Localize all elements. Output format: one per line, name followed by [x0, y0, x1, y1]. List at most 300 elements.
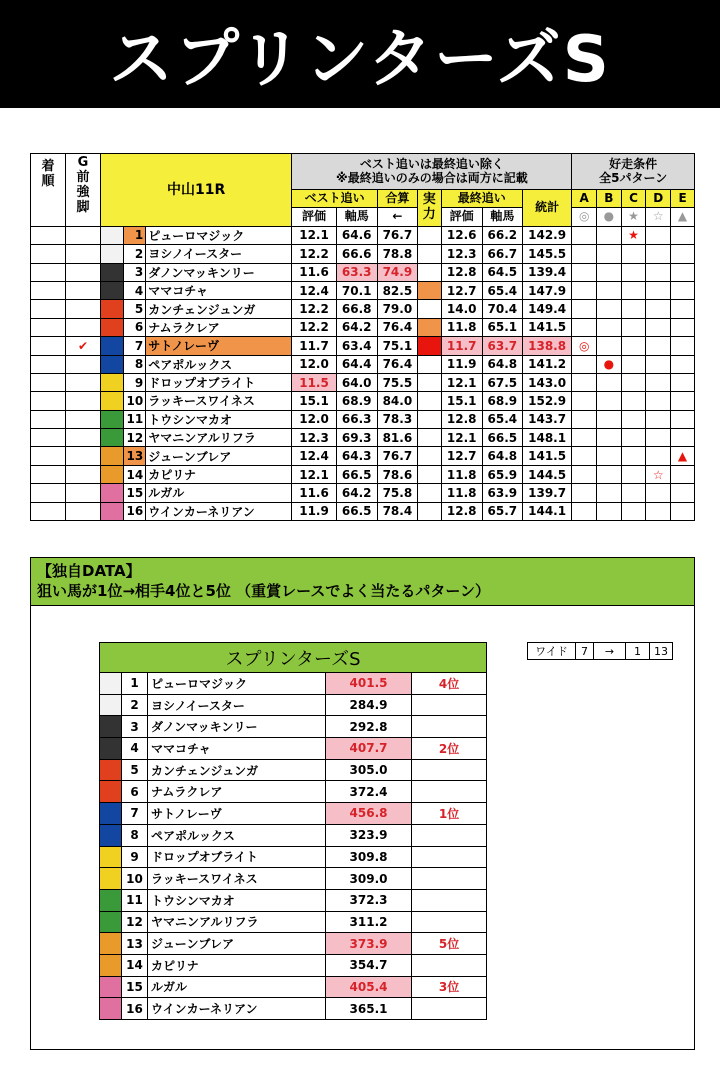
- value-st: 145.5: [522, 245, 571, 263]
- header-arrow: ←: [377, 208, 417, 226]
- pattern-d-cell: [646, 484, 671, 502]
- value-s1: 11.7: [441, 337, 482, 355]
- horse-number: 11: [123, 410, 146, 428]
- score-value: 407.7: [326, 738, 412, 760]
- value-b1: 12.2: [292, 300, 336, 318]
- horse-name: ダノンマッキンリー: [146, 263, 292, 281]
- horse-name: ペアポルックス: [148, 824, 326, 846]
- value-b2: 66.3: [336, 410, 377, 428]
- jitsuryoku-cell: [417, 429, 441, 447]
- finish-cell: [31, 392, 66, 410]
- horse-number: 5: [122, 759, 148, 781]
- frame-color-cell: [100, 318, 123, 336]
- value-s1: 12.1: [441, 429, 482, 447]
- score-value: 372.3: [326, 889, 412, 911]
- frame-color-cell: [100, 392, 123, 410]
- jitsuryoku-cell: [417, 465, 441, 483]
- horse-number: 7: [123, 337, 146, 355]
- horse-number: 3: [122, 716, 148, 738]
- pattern-c-cell: [621, 392, 646, 410]
- pattern-d-cell: [646, 373, 671, 391]
- horse-number: 6: [122, 781, 148, 803]
- pattern-b-cell: [597, 337, 622, 355]
- value-b2: 64.3: [336, 447, 377, 465]
- horse-row: [31, 355, 695, 373]
- rank-label: 2位: [412, 738, 487, 760]
- horse-name: ママコチャ: [148, 738, 326, 760]
- pattern-a-cell: [572, 410, 597, 428]
- header-gosan: 合算: [377, 190, 417, 208]
- horse-number: 12: [123, 429, 146, 447]
- horse-name: カンチェンジュンガ: [146, 300, 292, 318]
- frame-color-cell: [100, 781, 122, 803]
- pattern-c-cell: [621, 465, 646, 483]
- pattern-d-cell: [646, 502, 671, 520]
- pattern-b-cell: [597, 447, 622, 465]
- pattern-e-cell: [671, 484, 695, 502]
- value-b2: 70.1: [336, 281, 377, 299]
- frame-color-cell: [100, 226, 123, 244]
- horse-number: 8: [122, 824, 148, 846]
- finish-cell: [31, 300, 66, 318]
- frame-color-cell: [100, 933, 122, 955]
- jitsuryoku-cell: [417, 281, 441, 299]
- frame-color-cell: [100, 484, 123, 502]
- value-s2: 66.7: [482, 245, 522, 263]
- main-table: [30, 153, 695, 521]
- score-row: [100, 889, 487, 911]
- value-b2: 64.0: [336, 373, 377, 391]
- horse-row: [31, 373, 695, 391]
- icon-double-circle: ◎: [572, 208, 597, 226]
- pattern-c-cell: [621, 447, 646, 465]
- horse-name: カンチェンジュンガ: [148, 759, 326, 781]
- value-s1: 12.8: [441, 263, 482, 281]
- horse-name: ナムラクレア: [146, 318, 292, 336]
- value-s2: 66.2: [482, 226, 522, 244]
- pattern-e-cell: [671, 429, 695, 447]
- value-b1: 12.4: [292, 447, 336, 465]
- frame-color-cell: [100, 502, 123, 520]
- g-zenkyo-cell: [65, 502, 100, 520]
- jitsuryoku-cell: [417, 226, 441, 244]
- pattern-a-cell: [572, 355, 597, 373]
- value-g: 78.6: [377, 465, 417, 483]
- value-b1: 12.3: [292, 429, 336, 447]
- pattern-b-cell: [597, 429, 622, 447]
- value-s1: 11.8: [441, 318, 482, 336]
- finish-cell: [31, 502, 66, 520]
- pattern-d-cell: [646, 263, 671, 281]
- frame-color-cell: [100, 694, 122, 716]
- value-g: 74.9: [377, 263, 417, 281]
- pattern-e-cell: [671, 318, 695, 336]
- horse-number: 4: [122, 738, 148, 760]
- pattern-a-cell: [572, 447, 597, 465]
- pattern-b: B: [597, 190, 622, 208]
- horse-name: ラッキースワイネス: [146, 392, 292, 410]
- g-zenkyo-cell: [65, 281, 100, 299]
- value-s2: 64.5: [482, 263, 522, 281]
- value-b1: 12.1: [292, 226, 336, 244]
- jitsuryoku-cell: [417, 447, 441, 465]
- pattern-e-cell: [671, 300, 695, 318]
- value-b1: 12.2: [292, 245, 336, 263]
- value-b1: 12.0: [292, 355, 336, 373]
- finish-cell: [31, 465, 66, 483]
- best-note: ベスト追いは最終追い除く ※最終追いのみの場合は両方に記載: [292, 154, 572, 190]
- pattern-d-cell: [646, 318, 671, 336]
- value-s1: 11.8: [441, 465, 482, 483]
- score-row: [100, 716, 487, 738]
- horse-row: [31, 281, 695, 299]
- finish-cell: [31, 281, 66, 299]
- wide-partner-2: 13: [650, 643, 673, 660]
- value-g: 84.0: [377, 392, 417, 410]
- pattern-a-cell: [572, 392, 597, 410]
- icon-triangle: ▲: [671, 208, 695, 226]
- value-b2: 64.4: [336, 355, 377, 373]
- value-g: 76.7: [377, 226, 417, 244]
- pattern-a-cell: [572, 318, 597, 336]
- horse-name: ドロップオブライト: [148, 846, 326, 868]
- score-row: [100, 954, 487, 976]
- value-g: 78.3: [377, 410, 417, 428]
- value-s2: 65.4: [482, 281, 522, 299]
- horse-row: [31, 226, 695, 244]
- value-g: 79.0: [377, 300, 417, 318]
- score-value: 311.2: [326, 911, 412, 933]
- horse-row: [31, 263, 695, 281]
- value-g: 75.8: [377, 484, 417, 502]
- horse-name: ウインカーネリアン: [146, 502, 292, 520]
- pattern-b-cell: [597, 410, 622, 428]
- horse-name: ピューロマジック: [146, 226, 292, 244]
- horse-number: 5: [123, 300, 146, 318]
- value-g: 75.5: [377, 373, 417, 391]
- title-banner: [0, 0, 720, 108]
- pattern-d-cell: [646, 355, 671, 373]
- horse-number: 1: [123, 226, 146, 244]
- horse-name: ヨシノイースター: [146, 245, 292, 263]
- race-name: 中山11R: [100, 154, 291, 227]
- value-s2: 63.7: [482, 337, 522, 355]
- horse-number: 7: [122, 803, 148, 825]
- value-st: 139.7: [522, 484, 571, 502]
- value-b1: 11.9: [292, 502, 336, 520]
- score-value: 401.5: [326, 673, 412, 695]
- horse-name: カピリナ: [146, 465, 292, 483]
- value-g: 76.4: [377, 355, 417, 373]
- horse-row: [31, 447, 695, 465]
- horse-name: ママコチャ: [146, 281, 292, 299]
- pattern-a-cell: ◎: [572, 337, 597, 355]
- score-row: [100, 846, 487, 868]
- jitsuryoku-cell: [417, 337, 441, 355]
- wide-bet-box: [527, 642, 673, 660]
- horse-row: [31, 300, 695, 318]
- score-row: [100, 976, 487, 998]
- pattern-d-cell: [646, 410, 671, 428]
- horse-number: 2: [123, 245, 146, 263]
- score-value: 284.9: [326, 694, 412, 716]
- value-s1: 12.6: [441, 226, 482, 244]
- horse-number: 14: [122, 954, 148, 976]
- rank-label: [412, 824, 487, 846]
- frame-color-cell: [100, 447, 123, 465]
- rank-label: 5位: [412, 933, 487, 955]
- score-row: [100, 738, 487, 760]
- pattern-b-cell: [597, 300, 622, 318]
- g-zenkyo-cell: [65, 318, 100, 336]
- frame-color-cell: [100, 429, 123, 447]
- pattern-c-cell: [621, 318, 646, 336]
- value-b1: 11.6: [292, 263, 336, 281]
- header-tokei: 統計: [522, 190, 571, 227]
- frame-color-cell: [100, 954, 122, 976]
- value-st: 141.2: [522, 355, 571, 373]
- value-st: 148.1: [522, 429, 571, 447]
- horse-number: 6: [123, 318, 146, 336]
- pattern-b-cell: ●: [597, 355, 622, 373]
- horse-name: ウインカーネリアン: [148, 998, 326, 1020]
- value-s2: 64.8: [482, 447, 522, 465]
- pattern-c-cell: [621, 263, 646, 281]
- rank-label: [412, 694, 487, 716]
- pattern-d-cell: [646, 447, 671, 465]
- pattern-b-cell: [597, 318, 622, 336]
- value-s1: 12.1: [441, 373, 482, 391]
- g-zenkyo-cell: [65, 263, 100, 281]
- pattern-d-cell: [646, 245, 671, 263]
- pattern-a-cell: [572, 245, 597, 263]
- frame-color-cell: [100, 245, 123, 263]
- value-b1: 11.6: [292, 484, 336, 502]
- finish-cell: [31, 429, 66, 447]
- finish-cell: [31, 337, 66, 355]
- frame-color-cell: [100, 373, 123, 391]
- pattern-e-cell: [671, 502, 695, 520]
- horse-name: ヤマニンアルリフラ: [148, 911, 326, 933]
- value-s2: 66.5: [482, 429, 522, 447]
- jitsuryoku-cell: [417, 300, 441, 318]
- horse-name: ジューンブレア: [146, 447, 292, 465]
- value-g: 75.1: [377, 337, 417, 355]
- value-s1: 12.8: [441, 410, 482, 428]
- value-st: 139.4: [522, 263, 571, 281]
- frame-color-cell: [100, 911, 122, 933]
- pattern-b-cell: [597, 281, 622, 299]
- jitsuryoku-cell: [417, 373, 441, 391]
- value-s1: 12.7: [441, 447, 482, 465]
- horse-name: ルガル: [146, 484, 292, 502]
- horse-name: サトノレーヴ: [146, 337, 292, 355]
- pattern-d-cell: [646, 300, 671, 318]
- header-jikuba: 軸馬: [336, 208, 377, 226]
- pattern-d-cell: ☆: [646, 465, 671, 483]
- score-row: [100, 998, 487, 1020]
- pattern-c-cell: [621, 281, 646, 299]
- value-s2: 67.5: [482, 373, 522, 391]
- wide-partner-1: 1: [626, 643, 650, 660]
- horse-name: ペアポルックス: [146, 355, 292, 373]
- horse-name: トウシンマカオ: [146, 410, 292, 428]
- pattern-d-cell: [646, 226, 671, 244]
- g-zenkyo-cell: [65, 373, 100, 391]
- frame-color-cell: [100, 976, 122, 998]
- horse-name: ドロップオブライト: [146, 373, 292, 391]
- page-title: スプリンターズS: [109, 23, 611, 97]
- rank-label: [412, 759, 487, 781]
- pattern-a-cell: [572, 502, 597, 520]
- pattern-d-cell: [646, 281, 671, 299]
- pattern-a-cell: [572, 226, 597, 244]
- rank-label: [412, 846, 487, 868]
- pattern-d: D: [646, 190, 671, 208]
- value-st: 143.0: [522, 373, 571, 391]
- value-b2: 66.5: [336, 502, 377, 520]
- frame-color-cell: [100, 337, 123, 355]
- score-value: 305.0: [326, 759, 412, 781]
- pattern-e-cell: [671, 392, 695, 410]
- jitsuryoku-cell: [417, 410, 441, 428]
- original-data-header: [31, 558, 694, 606]
- horse-name: ルガル: [148, 976, 326, 998]
- horse-number: 3: [123, 263, 146, 281]
- score-table: [99, 642, 487, 1020]
- rank-label: [412, 716, 487, 738]
- score-row: [100, 673, 487, 695]
- value-b2: 63.3: [336, 263, 377, 281]
- jitsuryoku-cell: [417, 502, 441, 520]
- horse-number: 16: [123, 502, 146, 520]
- horse-row: [31, 502, 695, 520]
- frame-color-cell: [100, 281, 123, 299]
- finish-cell: [31, 355, 66, 373]
- value-st: 141.5: [522, 447, 571, 465]
- g-zenkyo-cell: [65, 300, 100, 318]
- header-chakujun: 着 順: [31, 154, 66, 227]
- score-row: [100, 911, 487, 933]
- jitsuryoku-cell: [417, 318, 441, 336]
- value-g: 78.8: [377, 245, 417, 263]
- value-b2: 64.2: [336, 318, 377, 336]
- jitsuryoku-cell: [417, 355, 441, 373]
- value-s1: 12.3: [441, 245, 482, 263]
- finish-cell: [31, 318, 66, 336]
- value-s2: 70.4: [482, 300, 522, 318]
- header-hyoka-2: 評価: [441, 208, 482, 226]
- score-value: 292.8: [326, 716, 412, 738]
- pattern-a-cell: [572, 373, 597, 391]
- g-zenkyo-cell: ✔: [65, 337, 100, 355]
- rank-label: [412, 868, 487, 890]
- horse-number: 11: [122, 889, 148, 911]
- score-value: 323.9: [326, 824, 412, 846]
- value-b2: 68.9: [336, 392, 377, 410]
- pattern-d-cell: [646, 429, 671, 447]
- icon-filled-star: ★: [621, 208, 646, 226]
- frame-color-cell: [100, 465, 123, 483]
- value-b2: 66.6: [336, 245, 377, 263]
- score-value: 456.8: [326, 803, 412, 825]
- pattern-e-cell: [671, 263, 695, 281]
- horse-row: [31, 337, 695, 355]
- g-zenkyo-cell: [65, 392, 100, 410]
- rank-label: [412, 889, 487, 911]
- horse-row: [31, 429, 695, 447]
- wide-main: 7: [576, 643, 594, 660]
- score-value: 309.0: [326, 868, 412, 890]
- pattern-c: C: [621, 190, 646, 208]
- value-s2: 68.9: [482, 392, 522, 410]
- value-b2: 66.5: [336, 465, 377, 483]
- horse-row: [31, 392, 695, 410]
- value-g: 78.4: [377, 502, 417, 520]
- original-data-subtitle: 狙い馬が1位→相手4位と5位 （重賞レースでよく当たるパターン）: [37, 582, 491, 600]
- score-row: [100, 933, 487, 955]
- frame-color-cell: [100, 673, 122, 695]
- value-b1: 12.0: [292, 410, 336, 428]
- value-s1: 11.9: [441, 355, 482, 373]
- value-s1: 14.0: [441, 300, 482, 318]
- value-b1: 12.2: [292, 318, 336, 336]
- pattern-a-cell: [572, 484, 597, 502]
- pattern-b-cell: [597, 263, 622, 281]
- value-s2: 65.1: [482, 318, 522, 336]
- rank-label: 1位: [412, 803, 487, 825]
- horse-number: 10: [122, 868, 148, 890]
- horse-name: サトノレーヴ: [148, 803, 326, 825]
- score-row: [100, 868, 487, 890]
- header-g-zenkyo: G 前 強 脚: [65, 154, 100, 227]
- horse-number: 2: [122, 694, 148, 716]
- value-st: 143.7: [522, 410, 571, 428]
- pattern-e-cell: [671, 245, 695, 263]
- horse-number: 9: [123, 373, 146, 391]
- pattern-c-cell: [621, 410, 646, 428]
- horse-name: ダノンマッキンリー: [148, 716, 326, 738]
- header-saishu: 最終追い: [441, 190, 522, 208]
- pattern-a-cell: [572, 263, 597, 281]
- horse-name: カピリナ: [148, 954, 326, 976]
- frame-color-cell: [100, 998, 122, 1020]
- pattern-c-cell: [621, 373, 646, 391]
- value-s2: 65.4: [482, 410, 522, 428]
- pattern-e-cell: [671, 465, 695, 483]
- frame-color-cell: [100, 410, 123, 428]
- pattern-c-cell: [621, 429, 646, 447]
- score-row: [100, 781, 487, 803]
- frame-color-cell: [100, 846, 122, 868]
- horse-name: ピューロマジック: [148, 673, 326, 695]
- value-st: 138.8: [522, 337, 571, 355]
- g-zenkyo-cell: [65, 484, 100, 502]
- horse-number: 8: [123, 355, 146, 373]
- horse-number: 12: [122, 911, 148, 933]
- horse-number: 13: [122, 933, 148, 955]
- value-b2: 64.2: [336, 484, 377, 502]
- horse-row: [31, 410, 695, 428]
- value-g: 76.7: [377, 447, 417, 465]
- frame-color-cell: [100, 824, 122, 846]
- pattern-e-cell: [671, 337, 695, 355]
- frame-color-cell: [100, 738, 122, 760]
- pattern-e-cell: [671, 410, 695, 428]
- pattern-c-cell: ★: [621, 226, 646, 244]
- pattern-b-cell: [597, 226, 622, 244]
- header-jitsuryoku: 実 力: [417, 190, 441, 227]
